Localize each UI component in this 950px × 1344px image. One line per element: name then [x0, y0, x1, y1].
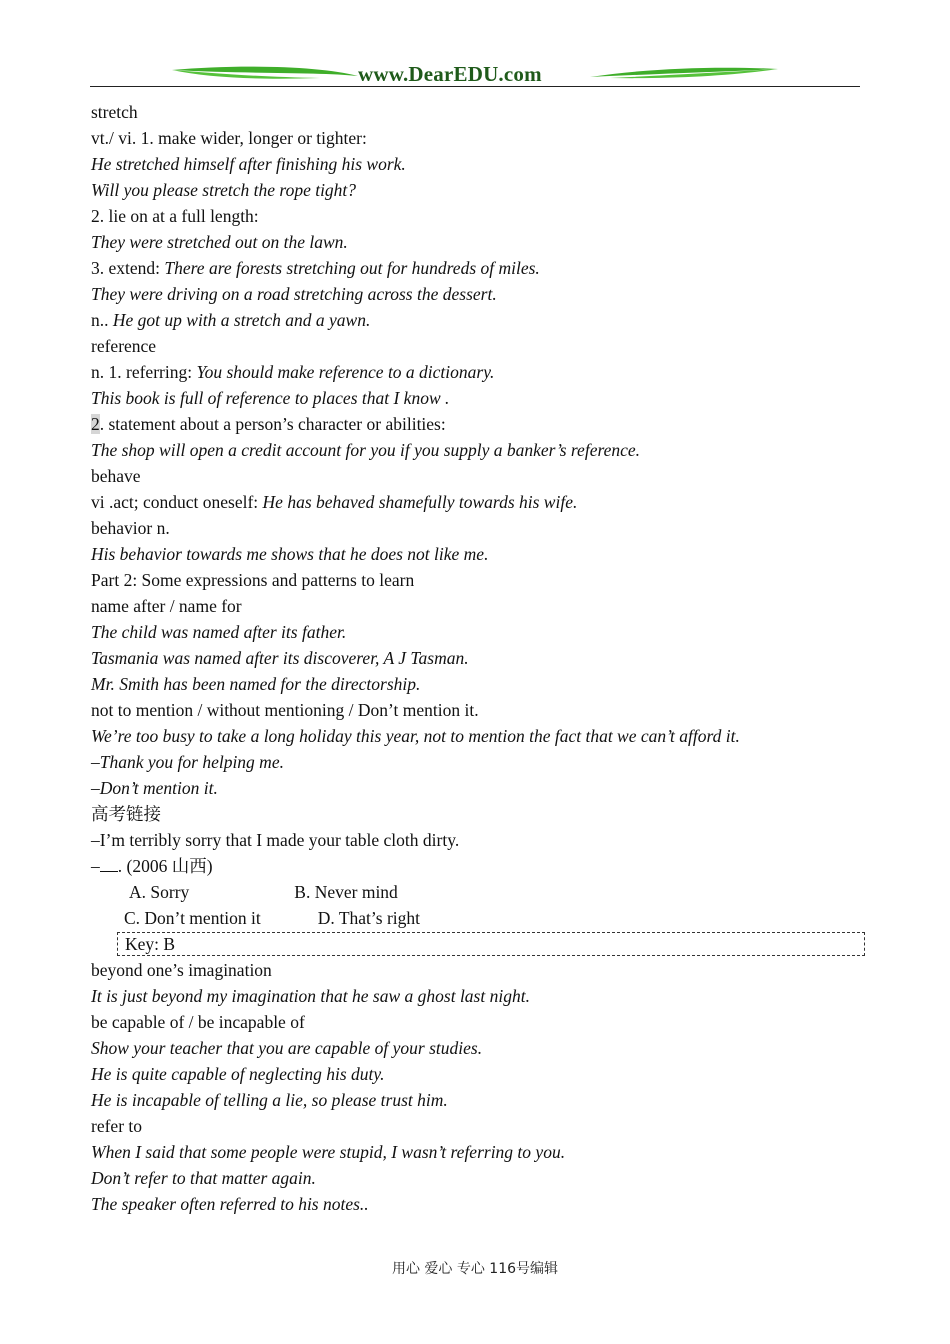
- brand-logo-text: www.DearEDU.com: [358, 62, 542, 86]
- document-body: [91, 99, 871, 1217]
- text-line: vi .act; conduct oneself: He has behaved shamefully towards his wife.: [91, 492, 578, 512]
- header-rule: [90, 86, 860, 87]
- example-line: He is incapable of telling a lie, so please trust him.: [91, 1090, 448, 1110]
- dialog-line: –I’m terribly sorry that I made your table cloth dirty.: [91, 830, 460, 850]
- dialog-line: –Thank you for helping me.: [91, 752, 284, 772]
- option-b: B. Never mind: [294, 882, 398, 902]
- text-line: n.. He got up with a stretch and a yawn.: [91, 310, 371, 330]
- example-line: He is quite capable of neglecting his duty.: [91, 1064, 385, 1084]
- text-line: behave: [91, 466, 141, 486]
- text-line: 2. statement about a person’s character or abilities:: [91, 414, 446, 434]
- text-line: vt./ vi. 1. make wider, longer or tighter:: [91, 128, 367, 148]
- text-line: be capable of / be incapable of: [91, 1012, 305, 1032]
- left-swoosh: [172, 67, 358, 76]
- example-line: The child was named after its father.: [91, 622, 347, 642]
- option-c: C. Don’t mention it: [124, 908, 261, 928]
- example-line: Show your teacher that you are capable of your studies.: [91, 1038, 483, 1058]
- answer-key-frame: [117, 932, 865, 956]
- example-line: It is just beyond my imagination that he saw a ghost last night.: [91, 986, 530, 1006]
- answer-key-text: Key: B: [125, 934, 176, 954]
- text-line: not to mention / without mentioning / Don’t mention it.: [91, 700, 479, 720]
- answer-key-box: [117, 931, 867, 957]
- section-heading: 高考链接: [91, 804, 161, 824]
- example-line: He stretched himself after finishing his work.: [91, 154, 406, 174]
- option-d: D. That’s right: [317, 908, 421, 928]
- text-line: beyond one’s imagination: [91, 960, 272, 980]
- text-line: stretch: [91, 102, 138, 122]
- option-a: A. Sorry: [129, 882, 190, 902]
- highlighted-number: 2: [91, 414, 100, 434]
- example-line: The speaker often referred to his notes..: [91, 1194, 369, 1214]
- text-line: name after / name for: [91, 596, 242, 616]
- page-footer: 用心 爱心 专心 116号编辑: [391, 1261, 559, 1277]
- answer-blank: [100, 855, 118, 872]
- example-line: The shop will open a credit account for you if you supply a banker’s reference.: [91, 440, 641, 460]
- text-line: 2. lie on at a full length:: [91, 206, 259, 226]
- example-line: Will you please stretch the rope tight?: [91, 180, 357, 200]
- example-line: Tasmania was named after its discoverer, A J Tasman.: [91, 648, 469, 668]
- example-line: They were driving on a road stretching across the dessert.: [91, 284, 497, 304]
- example-line: They were stretched out on the lawn.: [91, 232, 348, 252]
- text-line: 3. extend: There are forests stretching out for hundreds of miles.: [91, 258, 540, 278]
- section-heading: Part 2: Some expressions and patterns to learn: [91, 570, 415, 590]
- text-line: refer to: [91, 1116, 143, 1136]
- dialog-line: –Don’t mention it.: [91, 778, 218, 798]
- example-line: Don’t refer to that matter again.: [91, 1168, 316, 1188]
- example-line: Mr. Smith has been named for the directorship.: [91, 674, 421, 694]
- question-blank-line: – . (2006 山西): [91, 856, 213, 876]
- example-line: This book is full of reference to places that I know .: [91, 388, 450, 408]
- example-line: We’re too busy to take a long holiday this year, not to mention the fact that we can’t afford it.: [91, 726, 740, 746]
- text-line: n. 1. referring: You should make reference to a dictionary.: [91, 362, 495, 382]
- page-header: [90, 60, 860, 90]
- text-line: behavior n.: [91, 518, 170, 538]
- options-row: [91, 905, 871, 931]
- example-line: His behavior towards me shows that he does not like me.: [91, 544, 489, 564]
- options-row: [91, 879, 871, 905]
- example-line: When I said that some people were stupid, I wasn’t referring to you.: [91, 1142, 566, 1162]
- text-line: reference: [91, 336, 157, 356]
